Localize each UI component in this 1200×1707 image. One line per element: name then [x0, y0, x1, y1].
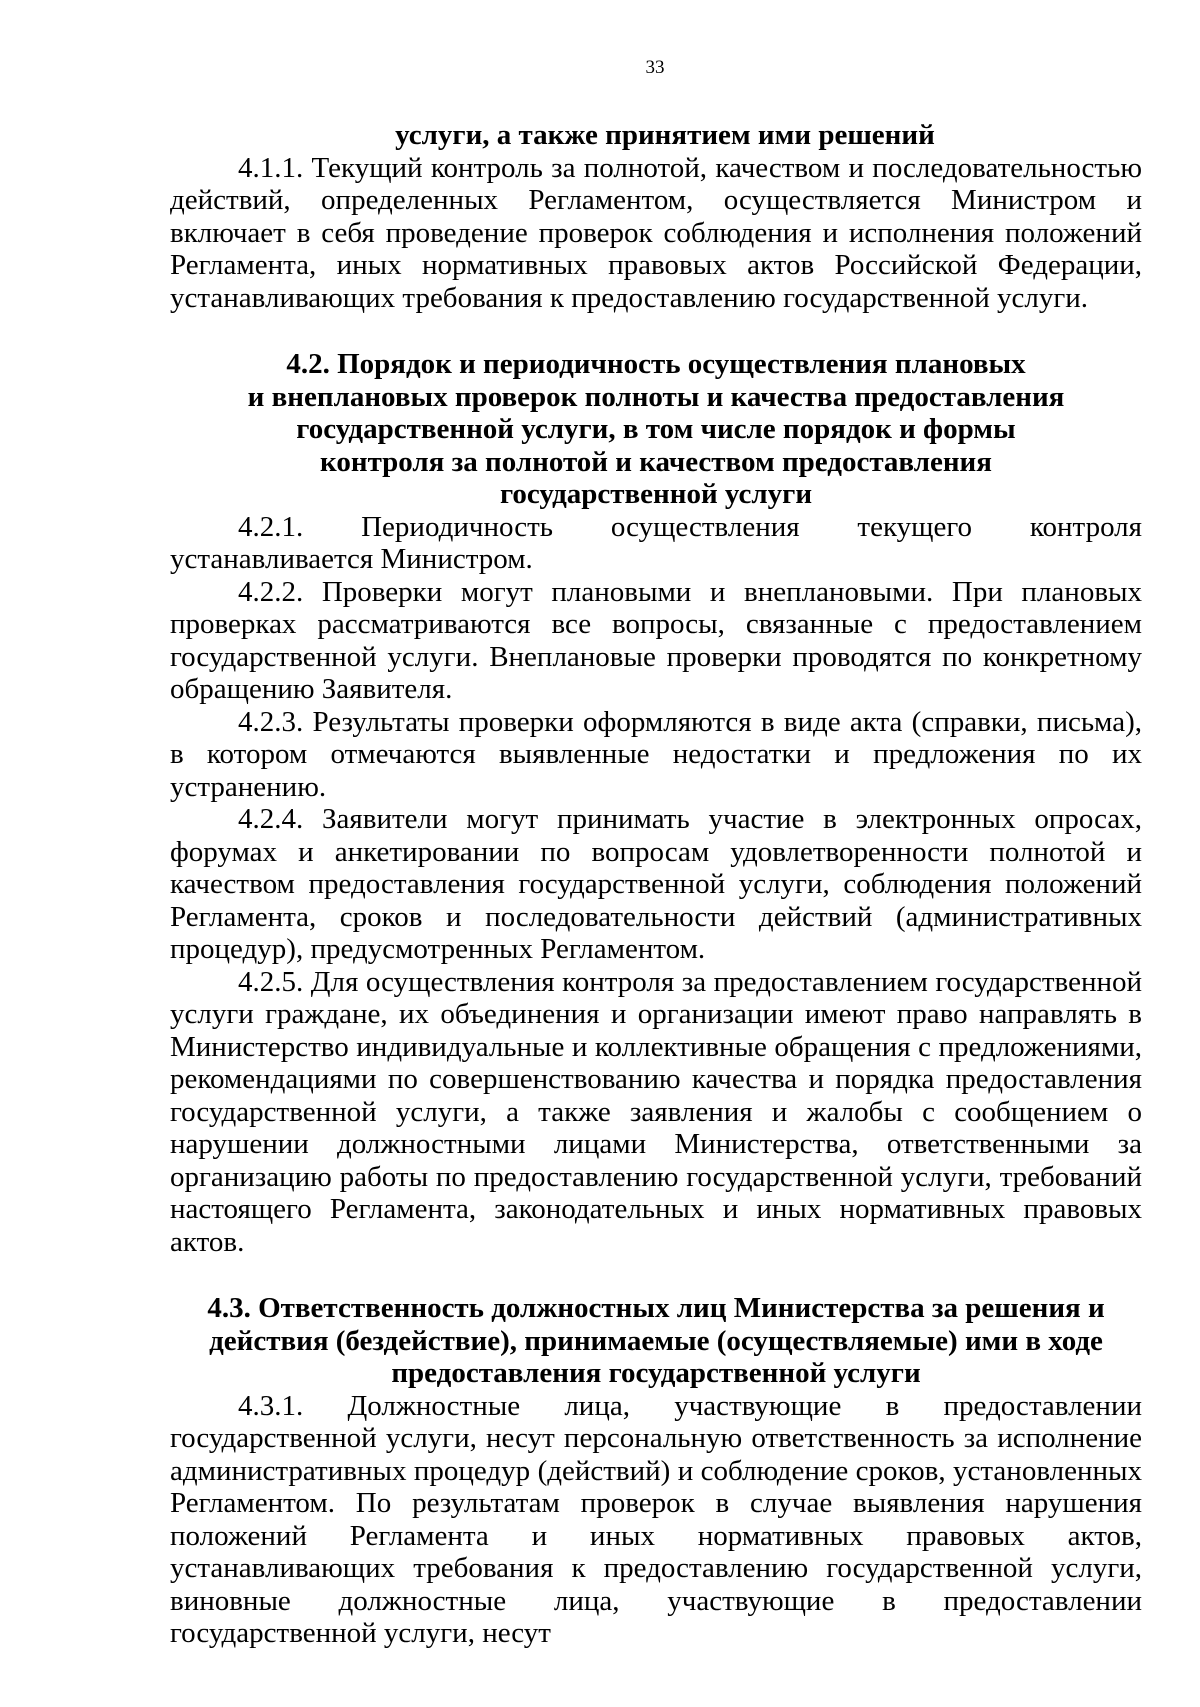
heading-line: государственной услуги, в том числе порядок и формы: [296, 413, 1016, 445]
paragraph-4-2-3: 4.2.3. Результаты проверки оформляются в виде акта (справки, письма), в котором отмечаются выявленные недостатки и предложения по их устранению.: [170, 705, 1142, 803]
paragraph-4-1-1: 4.1.1. Текущий контроль за полнотой, качеством и последовательностью действий, определенных Регламентом, осуществляется Министром и включает в себя проведение проверок соблюдения и исполнения положений Регламента, иных нормативных правовых актов Российской Федерации, устанавливающих требования к предоставлению государственной услуги.: [170, 151, 1142, 314]
heading-line: государственной услуги: [499, 478, 813, 510]
heading-line: 4.2. Порядок и периодичность осуществления плановых: [286, 348, 1026, 380]
paragraph-4-2-4: 4.2.4. Заявители могут принимать участие в электронных опросах, форумах и анкетировании по вопросам удовлетворенности полнотой и качеством предоставления государственной услуги, соблюдения положений Регламента, сроков и последовательности действий (административных процедур), предусмотренных Регламентом.: [170, 803, 1142, 965]
document-body: [170, 119, 1142, 1650]
paragraph-4-2-1: 4.2.1. Периодичность осуществления текущего контроля устанавливается Министром.: [170, 510, 1142, 575]
section-heading-continuation: услуги, а также принятием ими решений: [395, 119, 935, 151]
heading-line: контроля за полнотой и качеством предоставления: [320, 445, 992, 478]
heading-line: 4.3. Ответственность должностных лиц Министерства за решения и: [207, 1292, 1105, 1324]
section-heading-4-2: [170, 348, 1142, 511]
page-number: 33: [645, 57, 665, 78]
heading-line: предоставления государственной услуги: [391, 1357, 921, 1389]
paragraph-4-2-5: 4.2.5. Для осуществления контроля за предоставлением государственной услуги граждане, их объединения и организации имеют право направлять в Министерство индивидуальные и коллективные обращения с предложениями, рекомендациями по совершенствованию качества и порядка предоставления государственной услуги, а также заявления и жалобы с сообщением о нарушении должностными лицами Министерства, ответственными за организацию работы по предоставлению государственной услуги, требований настоящего Регламента, законодательных и иных нормативных правовых актов.: [170, 965, 1142, 1258]
section-heading-4-3: [170, 1292, 1142, 1390]
paragraph-4-2-2: 4.2.2. Проверки могут плановыми и внеплановыми. При плановых проверках рассматриваются все вопросы, связанные с предоставлением государственной услуги. Внеплановые проверки проводятся по конкретному обращению Заявителя.: [170, 575, 1142, 705]
heading-line: и внеплановых проверок полноты и качества предоставления: [247, 380, 1065, 413]
heading-line: действия (бездействие), принимаемые (осуществляемые) ими в ходе: [209, 1324, 1103, 1357]
paragraph-4-3-1: 4.3.1. Должностные лица, участвующие в предоставлении государственной услуги, несут персональную ответственность за исполнение административных процедур (действий) и соблюдение сроков, установленных Регламентом. По результатам проверок в случае выявления нарушения положений Регламента и иных нормативных правовых актов, устанавливающих требования к предоставлению государственной услуги, виновные должностные лица, участвующие в предоставлении государственной услуги, несут: [170, 1389, 1142, 1649]
